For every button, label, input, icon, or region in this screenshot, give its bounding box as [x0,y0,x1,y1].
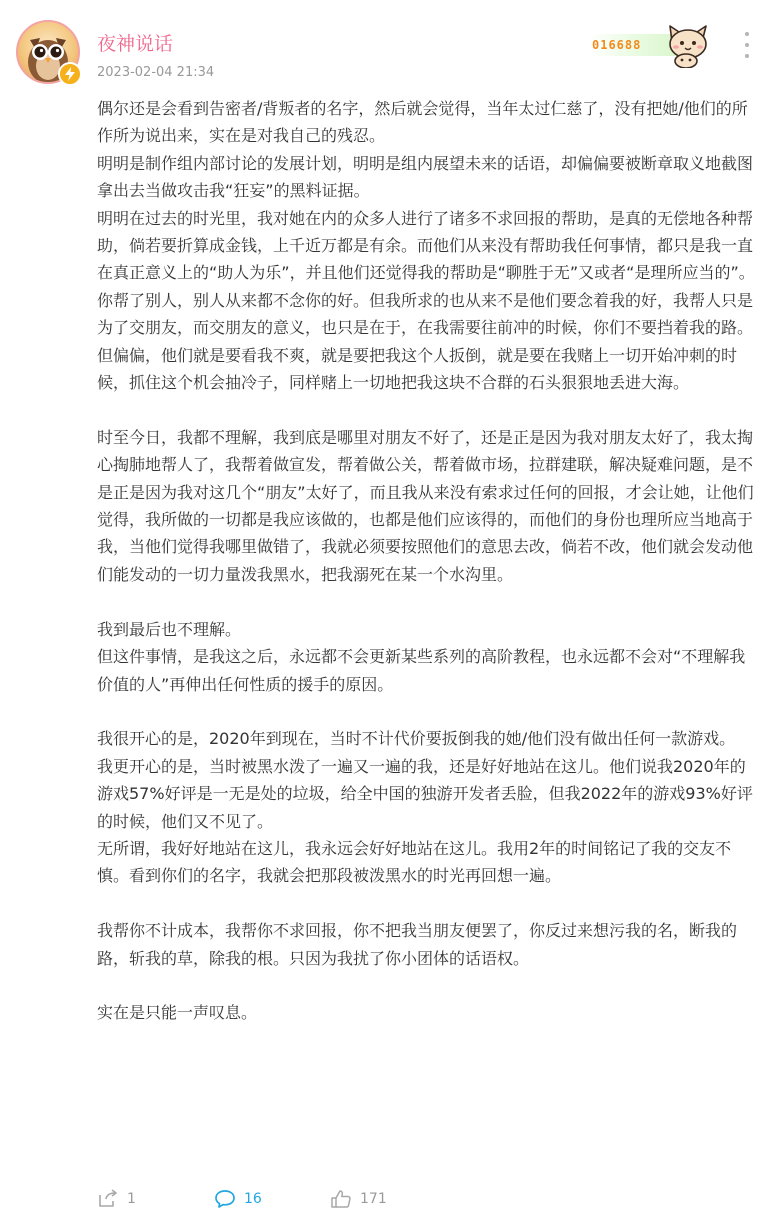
post-actions [97,1186,757,1212]
post-paragraph: 我更开心的是，当时被黑水泼了一遍又一遍的我，还是好好地站在这儿。他们说我2020年的游戏57%好评是一无是处的垃圾，给全中国的独游开发者丢脸，但我2022年的游戏93%好评的时候，他们又不见了。 [97,756,753,831]
paragraph-spacer [97,698,757,725]
repost-icon [97,1189,119,1209]
paragraph-spacer [97,890,757,917]
like-icon [330,1189,352,1209]
verified-badge [58,62,82,86]
more-vertical-icon[interactable] [738,32,756,58]
post-paragraph: 但这件事情，是我这之后，永远都不会更新某些系列的高阶教程，也永远都不会对“不理解我价值的人”再伸出任何性质的援手的原因。 [97,647,746,694]
more-dot [745,54,749,58]
fan-badge-number: 016688 [592,38,642,52]
post-paragraph: 我帮你不计成本，我帮你不求回报，你不把我当朋友便罢了，你反过来想污我的名，断我的路，斩我的草，除我的根。只因为我扰了你小团体的话语权。 [97,921,738,968]
post-paragraph: 我到最后也不理解。 [97,619,242,639]
more-dot [745,32,749,36]
cat-mascot-icon [662,22,716,68]
lightning-icon [64,67,76,81]
post-paragraph: 但偏偏，他们就是要看我不爽，就是要把我这个人扳倒，就是要在我赌上一切开始冲刺的时候，抓住这个机会抽冷子，同样赌上一切地把我这块不合群的石头狠狠地丢进大海。 [97,345,738,393]
post-content [97,95,757,1027]
paragraph-spacer [97,588,757,615]
repost-button[interactable] [97,1186,136,1212]
post-timestamp: 2023-02-04 21:34 [97,65,215,80]
post-paragraph: 无所谓，我好好地站在这儿，我永远会好好地站在这儿。我用2年的时间铭记了我的交友不慎。看到你们的名字，我就会把那段被泼黑水的时光再回想一遍。 [97,838,732,886]
author-name[interactable]: 夜神说话 [97,33,174,55]
like-count: 171 [360,1191,387,1207]
comment-icon [214,1189,236,1209]
paragraph-spacer [97,972,757,999]
post-paragraph: 明明在过去的时光里，我对她在内的众多人进行了诸多不求回报的帮助，是真的无偿地各种帮助，倘若要折算成金钱，上千近万都是有余。而他们从来没有帮助我任何事情，都只是我一直在真正意义上的“助人为乐”，并且他们还觉得我的帮助是“聊胜于无”又或者“是理所应当的”。 [97,208,755,283]
paragraph-spacer [97,396,757,423]
comment-button[interactable] [214,1186,262,1212]
fan-badge[interactable] [588,22,716,68]
comment-count: 16 [244,1191,262,1207]
repost-count: 1 [127,1191,136,1207]
post-paragraph: 明明是制作组内部讨论的发展计划，明明是组内展望未来的话语，却偏偏要被断章取义地截图拿出去当做攻击我“狂妄”的黑料证据。 [97,153,754,201]
post-paragraph: 实在是只能一声叹息。 [97,1003,258,1023]
like-button[interactable] [330,1186,387,1212]
post-paragraph: 时至今日，我都不理解，我到底是哪里对朋友不好了，还是正是因为我对朋友太好了，我太掏心掏肺地帮人了，我帮着做宣发，帮着做公关，帮着做市场，拉群建联，解决疑难问题，是不是正是因为我对这几个“朋友”太好了，而且我从来没有索求过任何的回报，才会让她，让他们觉得，我所做的一切都是我应该做的，也都是他们应该得的，而他们的身份也理所应当地高于我，当他们觉得我哪里做错了，我就必须要按照他们的意思去改，倘若不改，他们就会发动他们能发动的一切力量泼我黑水，把我溺死在某一个水沟里。 [97,427,754,584]
post-paragraph: 偶尔还是会看到告密者/背叛者的名字，然后就会觉得，当年太过仁慈了，没有把她/他们的所作所为说出来，实在是对我自己的残忍。 [97,99,748,146]
avatar-container[interactable] [16,20,80,84]
more-dot [745,43,749,47]
post-paragraph: 你帮了别人，别人从来都不念你的好。但我所求的也从来不是他们要念着我的好，我帮人只是为了交朋友，而交朋友的意义，也只是在于，在我需要往前冲的时候，你们不要挡着我的路。 [97,290,754,338]
post-paragraph: 我很开心的是，2020年到现在，当时不计代价要扳倒我的她/他们没有做出任何一款游戏。 [97,729,736,749]
